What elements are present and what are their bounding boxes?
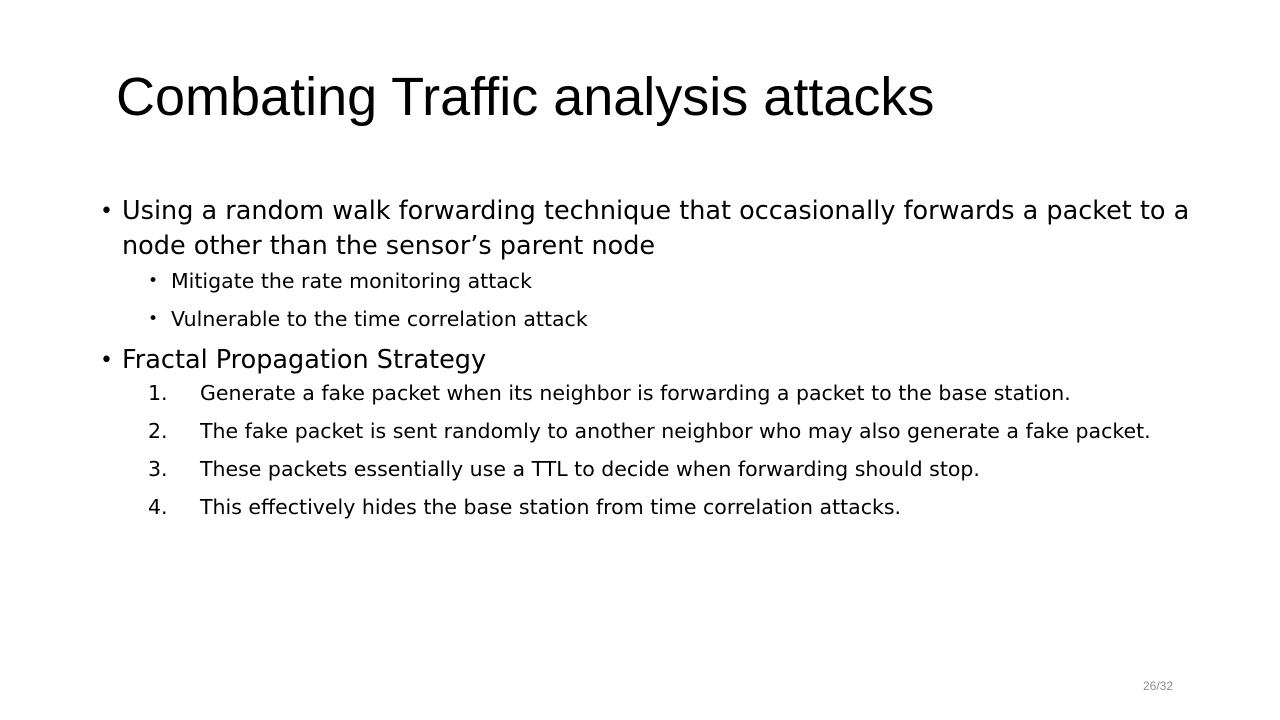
- bullet-dot-icon: •: [100, 199, 113, 224]
- numbered-item-text: This effectively hides the base station from time correlation attacks.: [200, 495, 902, 519]
- bullet-fractal-propagation: [100, 343, 1210, 378]
- sub-bullet-item: [100, 305, 1210, 333]
- sub-bullet-item: [100, 267, 1210, 295]
- slide-title: Combating Traffic analysis attacks: [116, 67, 935, 127]
- page-number: 26/32: [1143, 679, 1174, 693]
- bullet-dot-icon: •: [148, 271, 159, 291]
- sub-bullet-text: Vulnerable to the time correlation attack: [171, 307, 588, 331]
- numbered-item-text: The fake packet is sent randomly to another neighbor who may also generate a fake packet.: [200, 419, 1151, 443]
- sub-bullet-list: [100, 267, 1210, 333]
- bullet-text: Using a random walk forwarding technique that occasionally forwards a packet to a node other than the sensor’s parent node: [122, 196, 1190, 261]
- slide-content: [100, 194, 1210, 532]
- numbered-item: [100, 418, 1210, 444]
- bullet-random-walk: [100, 194, 1210, 264]
- item-number: 2.: [148, 419, 168, 443]
- item-number: 4.: [148, 495, 168, 519]
- numbered-item: [100, 456, 1210, 482]
- bullet-dot-icon: •: [100, 348, 113, 373]
- bullet-text: Fractal Propagation Strategy: [122, 345, 487, 375]
- numbered-item: [100, 494, 1210, 520]
- numbered-item: [100, 380, 1210, 406]
- sub-bullet-text: Mitigate the rate monitoring attack: [171, 269, 532, 293]
- numbered-list: [100, 380, 1210, 520]
- item-number: 3.: [148, 457, 168, 481]
- bullet-dot-icon: •: [148, 309, 159, 329]
- item-number: 1.: [148, 381, 168, 405]
- numbered-item-text: Generate a fake packet when its neighbor is forwarding a packet to the base station.: [200, 381, 1071, 405]
- numbered-item-text: These packets essentially use a TTL to decide when forwarding should stop.: [200, 457, 980, 481]
